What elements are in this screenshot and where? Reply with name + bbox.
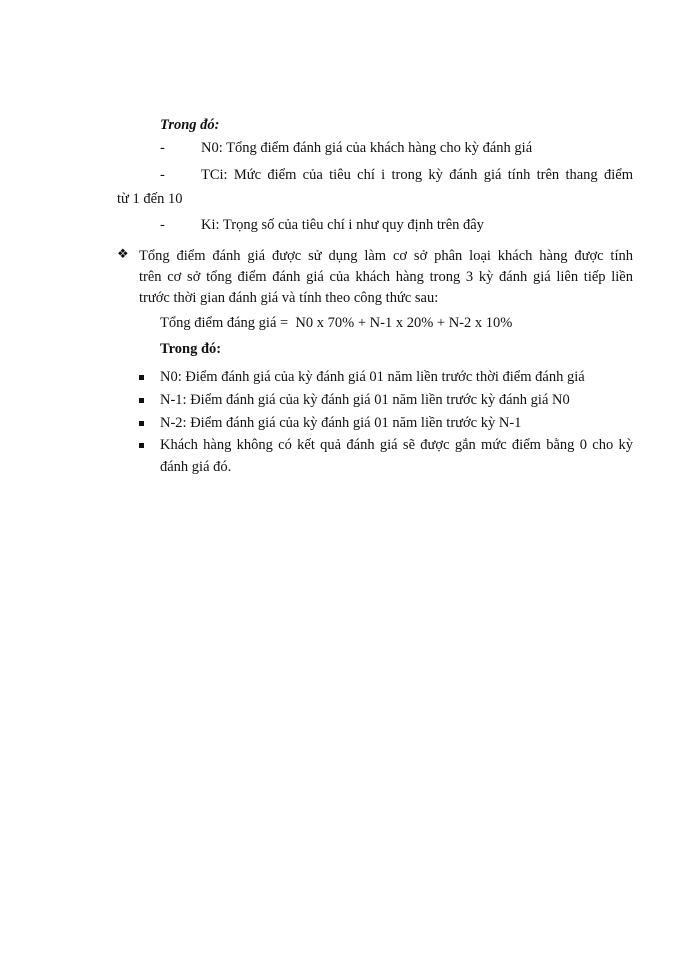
list-item: N-2: Điểm đánh giá của kỳ đánh giá 01 năm liền trước kỳ N-1 — [160, 415, 522, 431]
diamond-bullet-icon: ❖ — [117, 247, 129, 262]
list-item-continuation: đánh giá đó. — [160, 459, 232, 475]
dash-bullet: - — [160, 217, 165, 233]
section-heading: Trong đó: — [160, 117, 220, 133]
paragraph-line: trên cơ sở tổng điểm đánh giá của khách hàng trong 3 kỳ đánh giá liên tiếp liền — [139, 269, 633, 285]
dash-bullet: - — [160, 140, 165, 156]
list-item: N0: Tổng điểm đánh giá của khách hàng cho kỳ đánh giá — [201, 140, 533, 156]
square-bullet-icon — [139, 375, 144, 380]
list-item-continuation: từ 1 đến 10 — [117, 191, 183, 207]
square-bullet-icon — [139, 421, 144, 426]
list-item: N-1: Điểm đánh giá của kỳ đánh giá 01 năm liền trước kỳ đánh giá N0 — [160, 392, 570, 408]
dash-bullet: - — [160, 167, 165, 183]
list-item: N0: Điểm đánh giá của kỳ đánh giá 01 năm liền trước thời điểm đánh giá — [160, 369, 585, 385]
section-heading: Trong đó: — [160, 341, 222, 357]
formula: Tổng điểm đáng giá = N0 x 70% + N-1 x 20% + N-2 x 10% — [160, 315, 513, 331]
paragraph-line: trước thời gian đánh giá và tính theo công thức sau: — [139, 290, 439, 306]
paragraph-line: Tổng điểm đánh giá được sử dụng làm cơ sở phân loại khách hàng được tính — [139, 248, 633, 264]
list-item: TCi: Mức điểm của tiêu chí i trong kỳ đánh giá tính trên thang điểm — [201, 167, 633, 183]
square-bullet-icon — [139, 398, 144, 403]
list-item: Ki: Trọng số của tiêu chí i như quy định trên đây — [201, 217, 484, 233]
square-bullet-icon — [139, 443, 144, 448]
list-item: Khách hàng không có kết quả đánh giá sẽ được gắn mức điểm bằng 0 cho kỳ — [160, 437, 633, 453]
